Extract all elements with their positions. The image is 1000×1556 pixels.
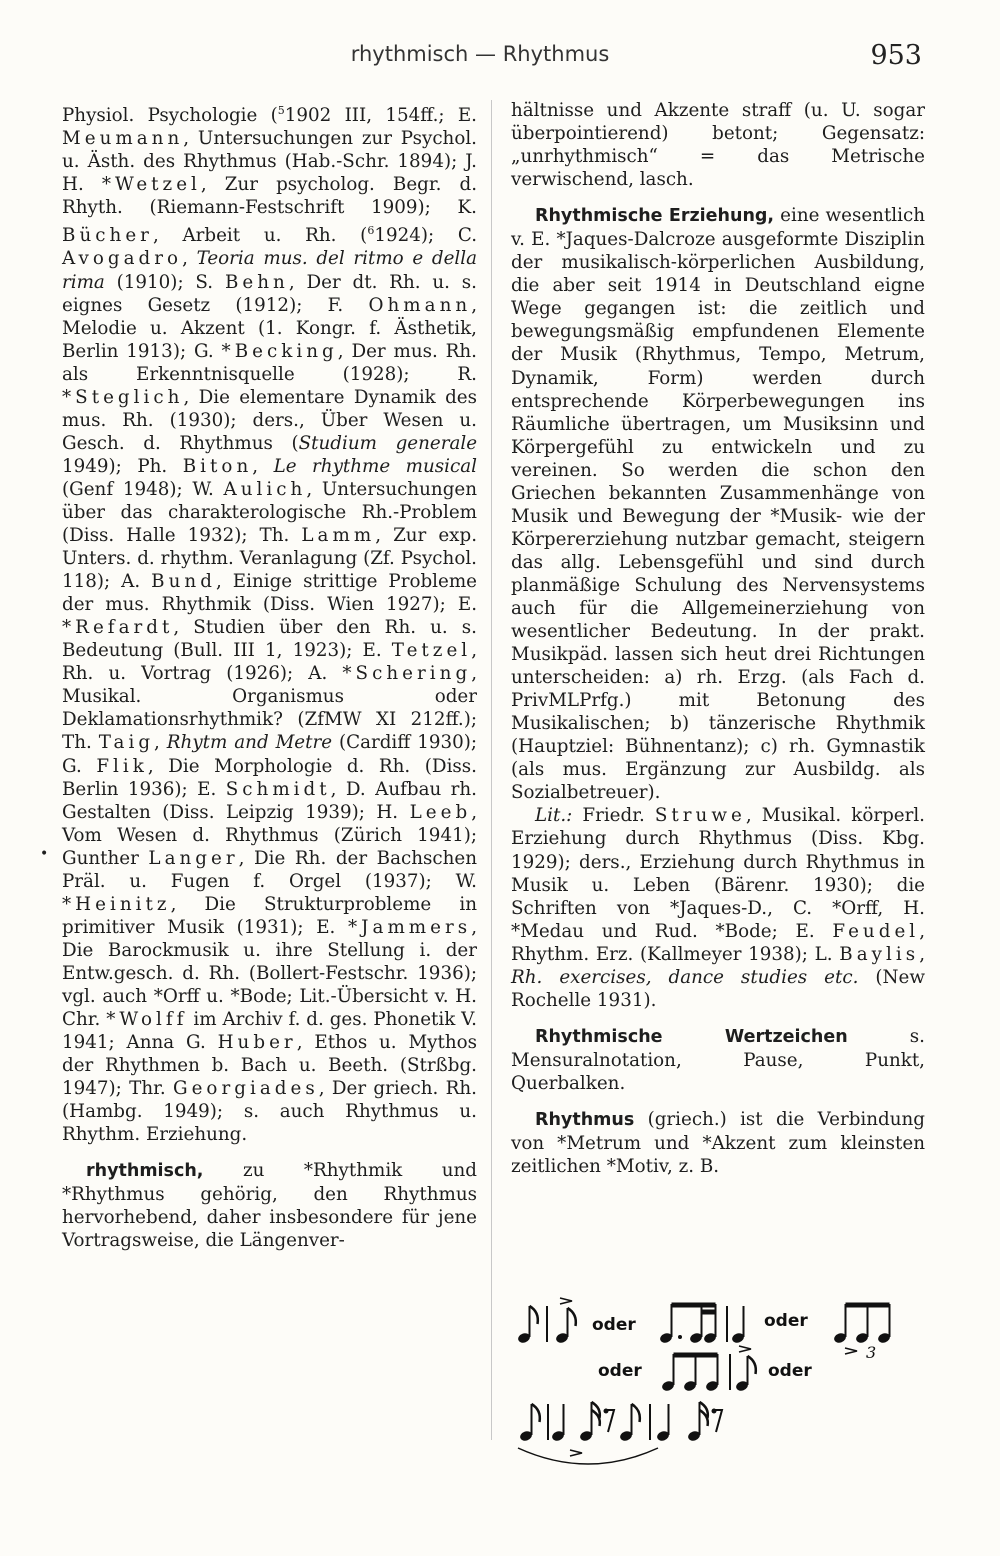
author-name: Struwe: [654, 805, 746, 827]
accent-mark-icon: [845, 1348, 857, 1354]
title-italic: Studium generale: [298, 432, 478, 454]
headword-rhythmus: Rhythmus: [535, 1109, 635, 1130]
author-name: Huber: [217, 1032, 297, 1054]
entry-rhythmus-text: (griech.) ist die Verbindung von *Metrum und *Akzent zum kleinsten zeitlichen *Motiv, z. B.: [511, 1108, 925, 1178]
accented-eighth-note-icon: [555, 1298, 576, 1344]
author-name: Feudel: [832, 920, 920, 942]
author-name: Langer: [148, 847, 239, 869]
author-name: *Heinitz: [62, 893, 171, 915]
text-run: , Vom Wesen d. Rhythmus (Zürich 1941); Gunther: [62, 801, 477, 869]
text-run: , Musikal. körperl. Erziehung durch Rhythmus (Diss. Kbg. 1929); ders., Erziehung durch Rhythmus in Musik u. Leben (Bärenr. 1930); die Schriften von *Jaques-D., C. *Orff, H. *Medau und Rud. *Bode; E.: [511, 805, 925, 942]
text-run: 1949); Ph.: [62, 455, 183, 477]
text-run: , Musikal. Organismus oder Deklamationsrhythmik? (ZfMW XI 212ff.); Th.: [62, 663, 477, 754]
text-run: (Cardiff 1930); G.: [62, 732, 478, 777]
author-name: *Wolff: [106, 1009, 188, 1031]
author-name: Meumann: [62, 128, 184, 150]
dotted-eighth-sixteenth-group-icon: [659, 1304, 717, 1344]
entry-rhythmus: [511, 1108, 925, 1178]
accented-eighth-note-icon: [735, 1346, 756, 1392]
sixteenth-note-rest-icon: [579, 1402, 614, 1442]
headword-rhythmisch: rhythmisch,: [86, 1161, 204, 1182]
text-run: , Rhythm. Erz. (Kallmeyer 1938); L.: [511, 920, 925, 965]
author-name: Behn: [224, 271, 289, 293]
text-run: im Archiv f. d. ges. Phonetik V. 1941; Anna G.: [62, 1009, 477, 1054]
text-run: , Untersuchungen zur Psychol. u. Ästh. des Rhythmus (Hab.-Schr. 1894); J. H.: [62, 128, 477, 196]
accent-mark-icon: [570, 1450, 582, 1456]
author-name: *Wetzel: [101, 174, 201, 196]
author-name: Georgiades: [172, 1078, 319, 1100]
text-run: , D. Aufbau rh. Gestalten (Diss. Leipzig 1939); H.: [62, 778, 477, 823]
text-run: 6: [367, 224, 375, 238]
text-run: , Untersuchungen über das charakterologische Rh.-Problem (Diss. Halle 1932); Th.: [62, 478, 477, 547]
author-name: Bund: [151, 571, 216, 593]
text-run: ,: [919, 943, 925, 965]
oder-label-4: oder: [768, 1361, 812, 1381]
literature-erziehung: [511, 804, 925, 1011]
text-run: , Der mus. Rh. als Erkenntnisquelle (1928); R.: [62, 340, 477, 385]
text-run: , Melodie u. Akzent (1. Kongr. f. Ästhetik, Berlin 1913); G.: [62, 294, 477, 362]
margin-mark: •: [40, 846, 49, 862]
text-run: , Ethos u. Mythos der Rhythmen b. Bach u. Beeth. (Strßbg. 1947); Thr.: [62, 1032, 477, 1100]
author-name: Taig: [98, 732, 155, 754]
entry-wertzeichen-text: s. Mensuralnotation, Pause, Punkt, Querbalken.: [511, 1025, 925, 1094]
text-run: , Die Strukturprobleme in primitiver Musik (1931); E.: [62, 893, 477, 938]
running-head: rhythmisch — Rhythmus: [350, 42, 610, 66]
triplet-number: 3: [866, 1343, 877, 1362]
text-run: , Zur exp. Unters. d. rhythm. Veranlagung (Zf. Psychol. 118); A.: [62, 525, 477, 593]
page-number: 953: [870, 40, 922, 71]
quarter-note-icon: [731, 1306, 745, 1344]
eighth-triplet-group-icon: [661, 1354, 719, 1392]
text-run: , Einige strittige Probleme der mus. Rhythmik (Diss. Wien 1927); E.: [62, 571, 477, 616]
text-run: (Genf 1948); W.: [62, 478, 224, 500]
text-run: , Arbeit u. Rh. (: [152, 225, 368, 247]
triplet-group-icon: [833, 1304, 891, 1344]
text-run: , Die Morphologie d. Rh. (Diss. Berlin 1936); E.: [62, 755, 477, 800]
title-italic: Teoria mus. del ritmo e della rima: [62, 248, 478, 293]
quarter-note-icon: [656, 1404, 670, 1442]
title-italic: Le rhythme musical: [273, 455, 477, 477]
author-name: Lamm: [301, 525, 376, 547]
page-header: [0, 40, 1000, 74]
text-run: (1910); S.: [104, 271, 225, 293]
text-run: , Die elementare Dynamik des mus. Rh. (1930); ders., Über Wesen u. Gesch. d. Rhythmus (: [62, 386, 477, 454]
eighth-note-icon: [519, 1404, 540, 1442]
headword-rhythmische-wertzeichen: Rhythmische Wertzeichen: [535, 1026, 848, 1047]
text-run: , Der dt. Rh. u. s. eignes Gesetz (1912); F.: [62, 271, 477, 316]
text-run: ,: [154, 732, 167, 754]
entry-rhythmisch-text: zu *Rhythmik und *Rhythmus gehörig, den Rhythmus hervorhebend, daher insbesondere für jene Vortragsweise, die Längenver-: [62, 1160, 477, 1252]
text-run: 5: [277, 104, 285, 117]
text-run: , Zur psycholog. Begr. d. Rhyth. (Riemann-Festschrift 1909); K.: [62, 174, 477, 219]
eighth-note-icon: [517, 1306, 538, 1344]
text-run: ,: [252, 455, 274, 477]
entry-rhythmisch: [62, 1159, 477, 1252]
title-italic: Rh. exercises, dance studies etc.: [511, 966, 859, 988]
author-name: *Jammers: [348, 916, 472, 938]
entry-rhythmische-wertzeichen: [511, 1025, 925, 1095]
sixteenth-note-rest-icon: [687, 1402, 722, 1442]
continuation-text: hältnisse und Akzente straff (u. U. sogar überpointierend) betont; Gegensatz: „unrhythmisch“ = das Metrische verwischend, lasch.: [511, 100, 925, 191]
author-name: Ohmann: [368, 294, 472, 316]
author-name: Flik: [96, 755, 148, 777]
oder-label-1: oder: [592, 1315, 636, 1335]
author-name: Baylis: [839, 943, 920, 965]
author-name: *Steglich: [62, 386, 184, 408]
oder-label-2: oder: [764, 1311, 808, 1331]
bibliography-rhythmus: [62, 99, 477, 1146]
text-run: , Studien über den Rh. u. s. Bedeutung (Bull. III 1, 1923); E.: [62, 617, 477, 662]
title-italic: Rhytm and Metre: [166, 732, 333, 754]
author-name: Tetzel: [391, 640, 472, 662]
eighth-note-icon: [619, 1404, 640, 1442]
author-name: Aulich: [223, 478, 307, 500]
text-run: 1924); C.: [374, 225, 478, 247]
left-column: [62, 99, 477, 1252]
text-run: ,: [182, 248, 197, 270]
author-name: *Becking: [221, 340, 338, 362]
author-name: *Schering: [342, 663, 472, 685]
text-run: 1902 III, 154ff.; E.: [284, 105, 477, 127]
slur-icon: [518, 1448, 658, 1464]
text-run: , Der griech. Rh. (Hambg. 1949); s. auch Rhythmus u. Rhythm. Erziehung.: [62, 1078, 477, 1146]
text-run: , Rh. u. Vortrag (1926); A.: [62, 640, 477, 685]
headword-rhythmische-erziehung: Rhythmische Erziehung,: [535, 206, 775, 227]
author-name: Biton: [182, 455, 253, 477]
right-column: [511, 99, 925, 1178]
text-run: , Die Barockmusik u. ihre Stellung i. der Entw.gesch. d. Rh. (Bollert-Festschr. 1936); vgl. auch *Orff u. *Bode; Lit.-Übersicht v. H. Chr.: [62, 916, 477, 1031]
text-run: (New Rochelle 1931).: [511, 966, 925, 1011]
text-run: Friedr.: [572, 805, 655, 827]
quarter-note-icon: [551, 1404, 565, 1442]
entry-erziehung-text: eine wesentlich v. E. *Jaques-Dalcroze ausgeformte Disziplin der musikalisch-körperlichen Ausbildung, die aber seit 1914 in Deutschland eigne Wege gegangen ist: die zeitlich und bewegungsmäßig empfundenen Elemente der Musik (Rhythmus, Tempo, Metrum, Dynamik, Form) werden durch entsprechende Körperbewegungen ins Räumliche übertragen, um Musiksinn und Körpergefühl zu entwickeln und zu vereinen. So werden die schon den Griechen bekannten Zusammenhänge von Musik und Bewegung der *Musik- wie der Körpererziehung nutzbar gemacht, steigern das allg. Lebensgefühl und sind durch planmäßige Schulung des Nervensystems auch für die Allgemeinerziehung von wesentlicher Bedeutung. In der prakt. Musikpäd. lassen sich heut drei Richtungen unterscheiden: a) rh. Erzg. (als Fach d. PrivMLPrfg.) mit Betonung des Musikalischen; b) tänzerische Rhythmik (Hauptziel: Bühnentanz); c) rh. Gymnastik (als mus. Ergänzung zur Ausbildg. als Sozialbetreuer).: [511, 205, 926, 804]
column-divider: [491, 100, 492, 1440]
title-italic: Lit.:: [535, 805, 573, 827]
author-name: Leeb: [409, 801, 472, 823]
text-run: Physiol. Psychologie (: [62, 105, 278, 127]
author-name: Bücher: [62, 225, 153, 247]
oder-label-3: oder: [598, 1361, 642, 1381]
entry-rhythmische-erziehung: [511, 204, 925, 804]
text-run: , Die Rh. der Bachschen Präl. u. Fugen f. Orgel (1937); W.: [62, 847, 477, 892]
author-name: Avogadro: [62, 248, 183, 270]
author-name: Schmidt: [225, 778, 331, 800]
rhythm-notation-example: [510, 1290, 930, 1470]
author-name: *Refardt: [62, 617, 174, 639]
